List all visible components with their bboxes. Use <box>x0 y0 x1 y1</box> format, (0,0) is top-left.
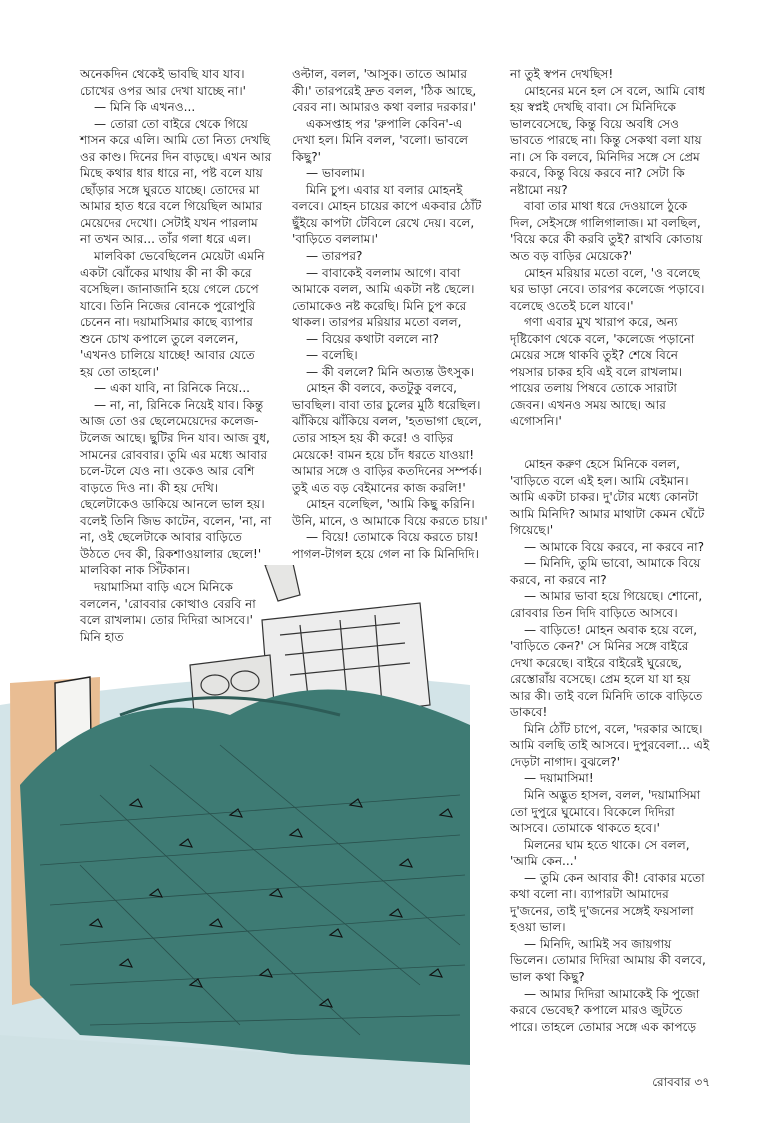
paragraph: মিনি ঠোঁট চাপে, বলে, 'দরকার আছে। আমি বলছি তাই আসবে। দুপুরবেলা... এই দেড়টা নাগাদ। বুঝলে?' <box>510 721 710 769</box>
paragraph: মিলনের ঘাম হতে থাকে। সে বলল, 'আমি কেন...' <box>510 837 690 869</box>
paragraph: — তুমি কেন আবার কী! বোকার মতো কথা বলো না। ব্যাপারটা আমাদের দু'জনের, তাই দু'জনের সঙ্গেই ফয়সালা হওয়া ভাল। <box>510 870 705 935</box>
paragraph: — আমাকে বিয়ে করবে, না করবে না? <box>524 539 705 554</box>
paragraph: গণা এবার মুখ খারাপ করে, অন্য দৃষ্টিকোণ থেকে বলে, 'কলেজে পড়ানো মেয়ের সঙ্গে থাকবি তুই? শেষে বিনে পয়সার চাকর হবি এই বলে রাখলাম। পায়ের তলায় পিষবে তোকে সারাটা জেবন। এখনও সময় আছে। আর এগোসনি।' <box>510 315 695 429</box>
paragraph: — বিয়ের কথাটা বললে না? <box>306 331 439 346</box>
text-column-3 <box>510 66 710 1035</box>
text-column-1 <box>80 66 272 645</box>
paragraph: মোহন করুণ হেসে মিনিকে বলল, 'বাড়িতে বলে এই হল। আমি বেইমান। আমি একটা চাকর। দু'টোর মধ্যে কোনটা আমি মিনিদি? আমার মাথাটা কেমন ঘেঁটে গিয়েছে।' <box>510 457 705 538</box>
paragraph: — বাড়িতে! মোহন অবাক হয়ে বলে, 'বাড়িতে কেন?' সে মিনির সঙ্গে বাইরে দেখা করেছে। বাইরে বাইরেই ঘুরেছে, রেস্তোরাঁয় বসেছে। প্রেম হলে যা যা হয় আর কী। তাই বলে মিনিদি তাকে বাড়িতে ডাকবে! <box>510 622 703 720</box>
paragraph: অনেকদিন থেকেই ভাবছি যাব যাব। চোখের ওপর আর দেখা যাচ্ছে না।' <box>80 67 247 98</box>
paragraph: না তুই স্বপন দেখছিস! <box>510 67 614 81</box>
paragraph: — ভাবলাম। <box>306 166 365 181</box>
sketch-illustration <box>0 565 470 1123</box>
paragraph: ওল্টাল, বলল, 'আসুক। তাতে আমার কী।' তারপরেই দ্রুত বলল, 'ঠিক আছে, বেরব না। আমারও কথা বলার দরকার।' <box>292 67 477 115</box>
paragraph: মোহন কী বলবে, কতটুকু বলবে, ভাবছিল। বাবা তার চুলের মুঠি ধরেছিল। ঝাঁকিয়ে ঝাঁকিয়ে বলল, 'হতভাগা ছেলে, তোর সাহস হয় কী করে! ও বাড়ির মেয়েকে! বামন হয়ে চাঁদ ধরতে যাওয়া! আমার সঙ্গে ও বাড়ির কতদিনের সম্পর্ক। তুই এত বড় বেইমানের কাজ করলি!' <box>292 381 482 495</box>
paragraph: — বলেছি। <box>306 348 358 363</box>
page-footer: রোববার ৩৭ <box>652 1075 710 1089</box>
paragraph: মোহন বলেছিল, 'আমি কিছু করিনি। উনি, মানে, ও আমাকে বিয়ে করতে চায়।' <box>292 497 488 528</box>
paragraph: — মিনিদি, তুমি ভাবো, আমাকে বিয়ে করবে, না করবে না? <box>510 556 701 587</box>
text-column-2 <box>292 66 488 562</box>
paragraph: মালবিকা ভেবেছিলেন মেয়েটা এমনি একটা ঝোঁকের মাথায় কী না কী করে বসেছিল। জানাজানি হয়ে গেলে চেপে যাবে। তিনি নিজের বোনকে পুরোপুরি চেনেন না। দয়ামাসিমার কাছে ব্যাপার শুনে চোখ কপালে তুলে বললেন, 'এখনও চালিয়ে যাচ্ছে! আবার যেতে হয় তো তাহলে।' <box>80 249 265 379</box>
paragraph: — আমার ভাবা হয়ে গিয়েছে। শোনো, রোববার তিন দিদি বাড়িতে আসবে। <box>510 589 703 620</box>
paragraph: — আমার দিদিরা আমাকেই কি পুজো করবে ভেবেছ? কপালে মারও জুটতে পারে। তাহলে তোমার সঙ্গে এক কাপড়ে <box>510 986 700 1034</box>
paragraph: — মিনি কি এখনও... <box>94 100 196 115</box>
paragraph: — দয়ামাসিমা! <box>524 771 594 786</box>
paragraph: — বিয়ে! তোমাকে বিয়ে করতে চায়! পাগল-টাগল হয়ে গেল না কি মিনিদিদি। <box>292 530 479 561</box>
paragraph: — তোরা তো বাইরে থেকে গিয়ে শাসন করে এলি। আমি তো নিত্য দেখছি ওর কাণ্ড। দিনের দিন বাড়ছে। এখন আর মিছে কথার ধার ধারে না, পষ্ট বলে যায় ছোঁড়ার সঙ্গে ঘুরতে যাচ্ছে। তোদের মা আমার হাত ধরে বলে গিয়েছিল আমার মেয়েদের দেখো। সেটাই যখন পারলাম না তখন আর... তাঁর গলা ধরে এল। <box>80 116 272 247</box>
paragraph: বাবা তার মাথা ধরে দেওয়ালে ঠুকে দিল, সেইসঙ্গে গালিগালাজ। মা বলছিল, 'বিয়ে করে কী করবি তুই? রাখবি কোতায় অত বড় বাড়ির মেয়েকে?' <box>510 199 703 264</box>
paragraph: মিনি অদ্ভুত হাসল, বলল, 'দয়ামাসিমা তো দুপুরে ঘুমোবে। বিকেলে দিদিরা আসবে। তোমাকে থাকতে হবে।' <box>510 787 701 836</box>
paragraph: — তারপর? <box>306 249 363 264</box>
paragraph: — না, না, রিনিকে নিয়েই যাব। কিন্তু আজ তো ওর ছেলেমেয়েদের কলেজ-টলেজ আছে। ছুটির দিন যাব। আজ বুধ, সামনের রোববার। তুমি এর মধ্যে আবার চলে-টলে যেও না। ওকেও আর বেশি বাড়তে দিও না। কী হয় দেখি। ছেলেটাকেও ডাকিয়ে আনলে ভাল হয়। বলেই তিনি জিভ কাটেন, বলেন, 'না, না না, ওই ছেলেটাকে আবার বাড়িতে উঠতে দেব কী, রিকশাওয়ালার ছেলে!' মালবিকা নাক সিঁটকান। <box>80 397 272 578</box>
paragraph: মিনি চুপ। এবার যা বলার মোহনই বলবে। মোহন চায়ের কাপে একবার ঠোঁট ছুঁইয়ে কাপটা টেবিলে রেখে দেয়। বলে, 'বাড়িতে বললাম।' <box>292 182 482 247</box>
paragraph: — একা যাবি, না রিনিকে নিয়ে... <box>94 381 251 396</box>
paragraph: — মিনিদি, আমিই সব জায়গায় ভিলেন। তোমার দিদিরা আমায় কী বলবে, ভাল কথা কিছু? <box>510 936 706 984</box>
paragraph: মোহনের মনে হল সে বলে, আমি বোধ হয় স্বপ্নই দেখছি বাবা। সে মিনিদিকে ভালবেসেছে, কিন্তু বিয়ে অবধি সেও ভাবতে পারছে না। কিন্তু সেকথা বলা যায় না। সে কি বলবে, মিনিদির সঙ্গে সে প্রেম করবে, কিন্তু বিয়ে করবে না? সেটা কি নষ্টামো নয়? <box>510 83 705 197</box>
paragraph: মোহন মরিয়ার মতো বলে, 'ও বলেছে ঘর ভাড়া নেবে। তারপর কলেজে পড়াবে। বলেছে ওতেই চলে যাবে।' <box>510 265 705 313</box>
paragraph: দয়ামাসিমা বাড়ি এসে মিনিকে বললেন, 'রোববার কোত্থাও বেরবি না বলে রাখলাম। তোর দিদিরা আসবে।' মিনি হাত <box>80 579 256 644</box>
paragraph: — কী বললে? মিনি অত্যন্ত উৎসুক। <box>306 364 475 379</box>
paragraph: একসপ্তাহ পর 'রুপালি কেবিন'-এ দেখা হল। মিনি বলল, 'বলো। ভাবলে কিছু?' <box>292 116 468 164</box>
paragraph: — বাবাকেই বললাম আগে। বাবা আমাকে বলল, আমি একটা নষ্ট ছেলে। তোমাকেও নষ্ট করেছি। মিনি চুপ করে থাকল। তারপর মরিয়ার মতো বলল, <box>292 265 475 330</box>
